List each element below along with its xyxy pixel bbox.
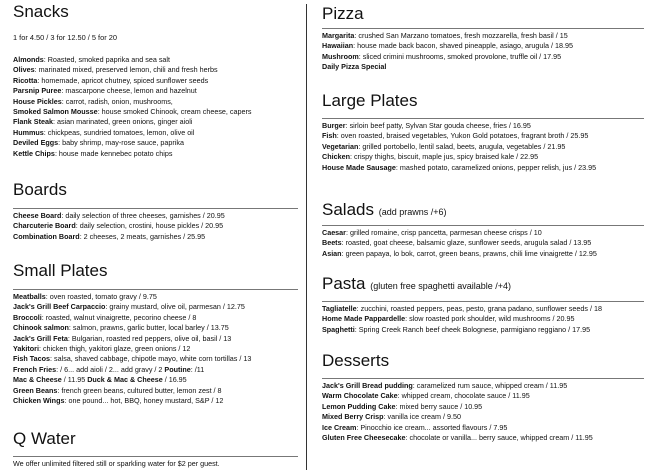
menu-item [13,107,298,117]
menu-item [322,325,644,335]
menu-item [322,314,644,324]
menu-item [322,228,644,238]
item-desc: : Spring Creek Ranch beef cheek Bolognese, parmigiano reggiano / 17.95 [354,324,591,334]
item-name: Hummus [13,127,44,137]
item-desc: : Pinocchio ice cream... assorted flavours / 7.95 [356,422,508,432]
section-title-snacks: Snacks [13,2,69,21]
item-desc: : chocolate or vanilla... berry sauce, whipped cream / 11.95 [405,433,593,443]
item-name: Smoked Salmon Mousse [13,107,98,117]
item-name: Margarita [322,31,355,40]
menu-item [322,131,644,141]
section-rule [322,118,644,119]
item-desc: / 11.95 [61,375,88,385]
item-name: Kettle Chips [13,148,55,158]
menu-item [322,304,644,314]
item-desc: : /11 [190,364,205,374]
section-rule [322,28,644,29]
item-desc: : house smoked Chinook, cream cheese, capers [97,107,252,117]
menu-item [13,365,298,375]
menu-item [13,86,298,96]
menu-item [13,65,298,75]
menu-item [13,386,298,396]
menu-item [322,423,644,433]
item-name: Mixed Berry Crisp [322,412,384,422]
item-name: Deviled Eggs [13,138,59,148]
item-desc: : 2 cheeses, 2 meats, garnishes / 25.95 [79,231,206,241]
item-desc: : Bulgarian, roasted red peppers, olive oil, basil / 13 [67,333,232,343]
item-desc: : house made kennebec potato chips [54,148,173,158]
section-title-salads [322,201,447,221]
menu-item [13,76,298,86]
large-plates-list [322,118,644,173]
section-rule [13,289,298,290]
menu-item [322,62,644,72]
menu-item [13,221,298,231]
item-name: Asian [322,248,342,258]
section-title-pasta [322,275,511,295]
item-name: Combination Board [13,231,80,241]
menu-item [322,121,644,131]
item-name: Jack's Grill Bread pudding [322,381,413,390]
item-desc: : crispy thighs, biscuit, maple jus, spicy braised kale / 22.95 [349,152,539,162]
item-desc: : mascarpone cheese, lemon and hazelnut [61,86,197,96]
item-desc: : roasted, goat cheese, balsamic glaze, sunflower seeds, arugula salad / 13.95 [341,238,592,248]
item-name: Chicken Wings [13,396,65,406]
item-desc: : daily selection, crostini, house pickles / 20.95 [75,221,224,231]
item-desc: : slow roasted pork shoulder, wild mushrooms / 20.95 [405,314,575,324]
menu-item [13,232,298,242]
menu-item [322,41,644,51]
item-name: Warm Chocolate Cake [322,391,398,401]
item-desc: : Roasted, smoked paprika and sea salt [43,55,171,64]
menu-item [13,375,298,385]
item-name: Fish Tacos [13,354,51,364]
item-name: Beets [322,238,342,248]
item-name: Jack's Grill Feta [13,333,68,343]
section-rule [322,378,644,379]
item-name: House Made Sausage [322,162,396,172]
menu-item [13,354,298,364]
item-desc: : french green beans, cultured butter, lemon zest / 8 [57,385,222,395]
item-name: Caesar [322,228,346,237]
item-name: Poutine [164,364,191,374]
menu-item [322,391,644,401]
section-title-small-plates: Small Plates [13,261,108,280]
item-desc: : daily selection of three cheeses, garnishes / 20.95 [61,211,225,220]
menu-item [13,97,298,107]
snacks-list [13,55,298,159]
item-desc: : baby shrimp, may-rose sauce, paprika [58,138,184,148]
section-rule [322,301,644,302]
item-desc: : grainy mustard, olive oil, parmesan / 12.75 [105,302,245,312]
section-title-q-water: Q Water [13,429,76,448]
menu-item [322,381,644,391]
salads-list [322,225,644,259]
item-desc: : whipped cream, chocolate sauce / 11.95 [397,391,530,401]
item-name: Lemon Pudding Cake [322,401,396,411]
boards-list [13,208,298,242]
item-desc: : chickpeas, sundried tomatoes, lemon, olive oil [43,127,195,137]
item-name: Mushroom [322,51,359,61]
item-name: Ricotta [13,75,38,85]
menu-item [322,163,644,173]
menu-item [322,152,644,162]
menu-item [13,396,298,406]
column-divider [306,4,307,470]
item-desc: : green papaya, lo bok, carrot, green beans, prawns, chili lime vinaigrette / 12.95 [341,248,597,258]
item-name: Hawaiian [322,41,354,51]
item-name: House Pickles [13,96,62,106]
item-name: Meatballs [13,292,46,301]
q-water-text: We offer unlimited filtered still or sparkling water for $2 per guest. [13,459,220,468]
salads-note: (add prawns /+6) [378,207,447,217]
menu-item [322,142,644,152]
menu-item [13,323,298,333]
menu-item [322,433,644,443]
item-desc: : chicken thigh, yakitori glaze, green onions / 12 [38,344,191,354]
section-title-large-plates: Large Plates [322,91,418,110]
item-name: Broccoli [13,312,42,322]
menu-item [322,402,644,412]
item-name: Charcuterie Board [13,221,76,231]
item-desc: : zucchini, roasted peppers, peas, pesto, grana padano, sunflower seeds / 18 [356,304,602,313]
item-desc: : crushed San Marzano tomatoes, fresh mozzarella, fresh basil / 15 [354,31,568,40]
item-name: Fish [322,131,337,141]
item-desc: : homemade, apricot chutney, spiced sunflower seeds [37,75,209,85]
menu-item [322,31,644,41]
item-name: Daily Pizza Special [322,62,387,72]
item-name: Mac & Cheese [13,375,62,385]
item-name: Spaghetti [322,324,355,334]
section-title-boards: Boards [13,180,67,199]
pasta-title: Pasta [322,274,366,293]
pasta-list [322,301,644,335]
menu-item [13,313,298,323]
section-rule [322,225,644,226]
section-rule [13,456,298,457]
salads-title: Salads [322,200,374,219]
item-name: French Fries [13,364,57,374]
menu-item [13,211,298,221]
menu-item [13,55,298,65]
section-title-desserts: Desserts [322,351,390,370]
item-name: Yakitori [13,344,39,354]
menu-item [322,249,644,259]
menu-item [13,302,298,312]
desserts-list [322,378,644,443]
menu-item [322,52,644,62]
item-desc: : mashed potato, caramelized onions, pepper relish, jus / 23.95 [395,162,597,172]
item-desc: : house made back bacon, shaved pineapple, asiago, arugula / 18.95 [353,41,573,51]
menu-item [13,292,298,302]
item-name: Vegetarian [322,141,359,151]
pizza-list [322,28,644,73]
section-title-pizza: Pizza [322,4,364,23]
item-desc: : grilled romaine, crisp pancetta, parmesan cheese crisps / 10 [345,228,542,237]
small-plates-list [13,289,298,406]
item-name: Jack's Grill Beef Carpaccio [13,302,106,312]
item-name: Almonds [13,55,44,64]
item-name: Ice Cream [322,422,357,432]
item-desc: : oven roasted, tomato gravy / 9.75 [45,292,157,301]
menu-item [13,138,298,148]
item-name: Tagliatelle [322,304,357,313]
menu-item [322,238,644,248]
item-desc: : vanilla ice cream / 9.50 [383,412,462,422]
item-desc: : mixed berry sauce / 10.95 [395,401,483,411]
item-name: Green Beans [13,385,58,395]
item-name: Flank Steak [13,117,53,127]
item-name: Chicken [322,152,350,162]
q-water-block [13,456,298,469]
snacks-pricing: 1 for 4.50 / 3 for 12.50 / 5 for 20 [13,33,117,42]
item-desc: : / 6... add aioli / 2... add gravy / 2 [56,364,165,374]
item-desc: : salsa, shaved cabbage, chipotle mayo, white corn tortillas / 13 [50,354,252,364]
menu-item [13,128,298,138]
item-name: Gluten Free Cheesecake [322,433,406,443]
item-desc: : grilled portobello, lentil salad, beets, arugula, vegetables / 21.95 [358,141,566,151]
item-desc: : one pound... hot, BBQ, honey mustard, S&P / 12 [64,396,224,406]
menu-item [13,117,298,127]
pasta-note: (gluten free spaghetti available /+4) [370,281,512,291]
item-desc: : roasted, walnut vinaigrette, pecorino cheese / 8 [41,312,197,322]
item-desc: : oven roasted, braised vegetables, Yukon Gold potatoes, fragrant broth / 25.95 [336,131,589,141]
menu-item [13,344,298,354]
item-desc: : salmon, prawns, garlic butter, local barley / 13.75 [68,323,229,333]
item-name: Cheese Board [13,211,62,220]
item-name: Olives [13,65,35,75]
item-desc: : sirloin beef patty, Sylvan Star gouda cheese, fries / 16.95 [345,121,531,130]
item-name: Burger [322,121,346,130]
item-name: Duck & Mac & Cheese [87,375,163,385]
item-desc: : sliced crimini mushrooms, smoked provolone, truffle oil / 17.95 [358,51,562,61]
section-rule [13,208,298,209]
item-name: Home Made Pappardelle [322,314,406,324]
item-desc: / 16.95 [162,375,187,385]
menu-item [322,412,644,422]
item-desc: : asian marinated, green onions, ginger aioli [52,117,193,127]
item-name: Chinook salmon [13,323,69,333]
item-desc: : caramelized rum sauce, whipped cream / 11.95 [412,381,568,390]
item-desc: : carrot, radish, onion, mushrooms, [61,96,173,106]
menu-item [13,149,298,159]
item-name: Parsnip Puree [13,86,62,96]
menu-item [13,334,298,344]
item-desc: : marinated mixed, preserved lemon, chili and fresh herbs [34,65,218,75]
